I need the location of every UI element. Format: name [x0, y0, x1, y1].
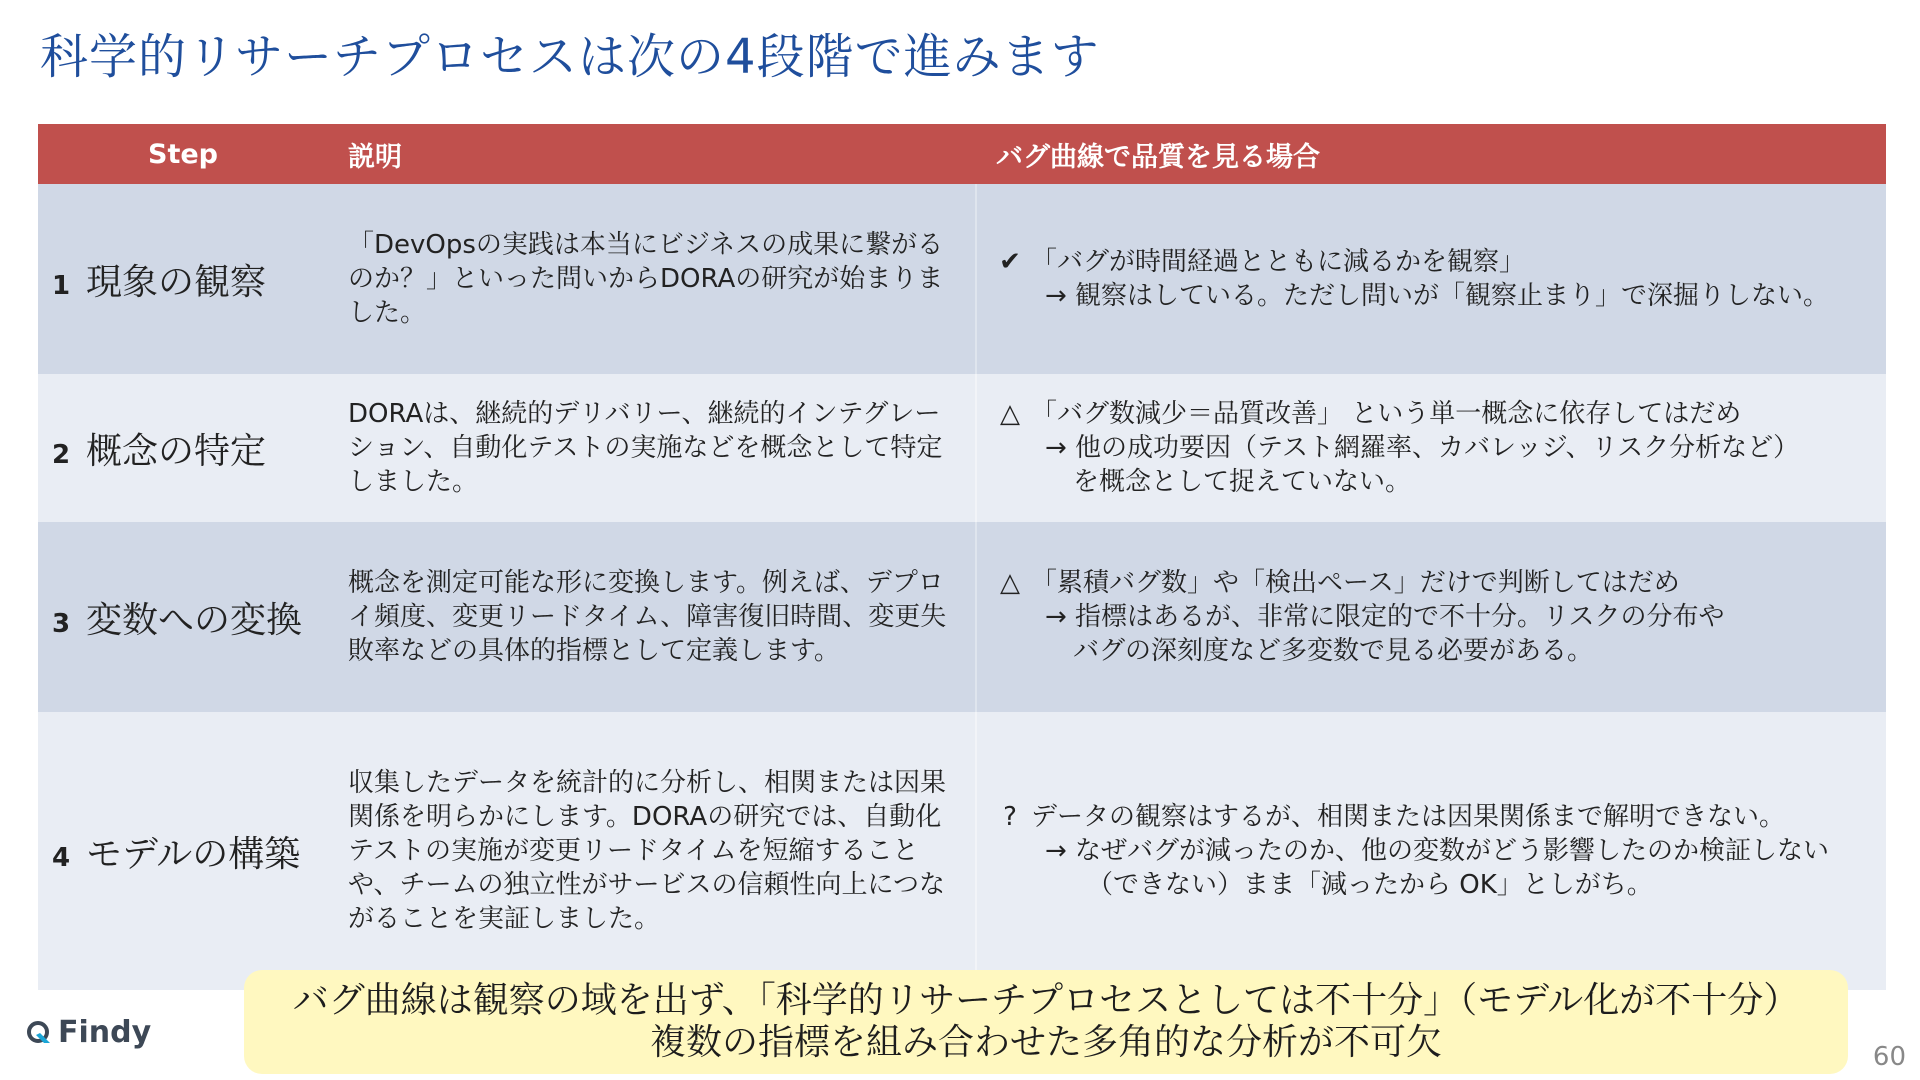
- slide-title: 科学的リサーチプロセスは次の4段階で進みます: [40, 29, 1100, 85]
- assessment-line: 「累積バグ数」や「検出ペース」だけで判断してはだめ: [1031, 568, 1680, 598]
- assessment-line: → 観察はしている。ただし問いが「観察止まり」で深掘りしない。: [1045, 281, 1830, 311]
- step-number: 1: [52, 270, 71, 301]
- logo-text: Findy: [58, 1015, 152, 1050]
- summary-line: 複数の指標を組み合わせた多角的な分析が不可欠: [649, 1022, 1442, 1063]
- assessment-line: → 指標はあるが、非常に限定的で不十分。リスクの分布や: [1045, 602, 1725, 632]
- step-number: 4: [52, 842, 71, 873]
- step-cell: [38, 522, 328, 712]
- bug-curve-assessment: [976, 712, 1886, 990]
- assessment-line: 「バグ数減少＝品質改善」 という単一概念に依存してはだめ: [1031, 399, 1742, 429]
- assessment-line: （できない）まま「減ったから OK」としがち。: [1087, 870, 1653, 900]
- summary-line: バグ曲線は観察の域を出ず、「科学的リサーチプロセスとしては不十分」（モデル化が不十分）: [292, 980, 1800, 1021]
- step-cell: [38, 184, 328, 374]
- assessment-line: データの観察はするが、相関または因果関係まで解明できない。: [1031, 802, 1786, 832]
- step-cell: [38, 374, 328, 522]
- page-number: 60: [1872, 1042, 1906, 1072]
- step-name: 変数への変換: [86, 599, 303, 641]
- research-process-table: [38, 124, 1886, 990]
- table-row: [38, 522, 1886, 712]
- summary-callout: [244, 970, 1848, 1074]
- table-row: [38, 374, 1886, 522]
- assessment-line: → なぜバグが減ったのか、他の変数がどう影響したのか検証しない: [1045, 836, 1830, 866]
- header-step: Step: [148, 138, 218, 170]
- bug-curve-assessment: [976, 184, 1886, 374]
- triangle-warning-icon: △: [1000, 399, 1020, 429]
- findy-logo-icon: [26, 1020, 52, 1046]
- assessment-line: 「バグが時間経過とともに減るかを観察」: [1031, 247, 1526, 277]
- assessment-line: → 他の成功要因（テスト網羅率、カバレッジ、リスク分析など）: [1045, 433, 1800, 463]
- table-row: [38, 184, 1886, 374]
- table-header-row: [38, 124, 1886, 184]
- step-description: 収集したデータを統計的に分析し、相関または因果関係を明らかにします。DORAの研究では、自動化テストの実施が変更リードタイムを短縮することや、チームの独立性がサービスの信頼性向上につながることを実証しました。: [348, 768, 947, 934]
- step-name: モデルの構築: [86, 833, 301, 875]
- findy-logo: [26, 1015, 151, 1050]
- triangle-warning-icon: △: [1000, 568, 1020, 598]
- header-description: 説明: [348, 141, 402, 173]
- question-mark-icon: ?: [1003, 802, 1017, 832]
- assessment-line: バグの深刻度など多変数で見る必要がある。: [1073, 636, 1594, 666]
- bug-curve-assessment: [976, 522, 1886, 712]
- step-name: 現象の観察: [86, 261, 267, 303]
- step-cell: [38, 712, 328, 990]
- step-number: 2: [52, 439, 71, 470]
- assessment-line: を概念として捉えていない。: [1073, 467, 1412, 497]
- step-name: 概念の特定: [86, 430, 267, 472]
- checkmark-icon: ✔: [999, 247, 1021, 277]
- table-row: [38, 712, 1886, 990]
- bug-curve-assessment: [976, 374, 1886, 522]
- step-description: DORAは、継続的デリバリー、継続的インテグレーション、自動化テストの実施などを概念として特定しました。: [348, 399, 943, 497]
- step-number: 3: [52, 608, 71, 639]
- step-description: 「DevOpsの実践は本当にビジネスの成果に繋がるのか？」といった問いからDORAの研究が始まりました。: [348, 230, 944, 328]
- step-description: 概念を測定可能な形に変換します。例えば、デプロイ頻度、変更リードタイム、障害復旧時間、変更失敗率などの具体的指標として定義します。: [348, 568, 947, 666]
- header-bug-curve: バグ曲線で品質を見る場合: [996, 141, 1320, 173]
